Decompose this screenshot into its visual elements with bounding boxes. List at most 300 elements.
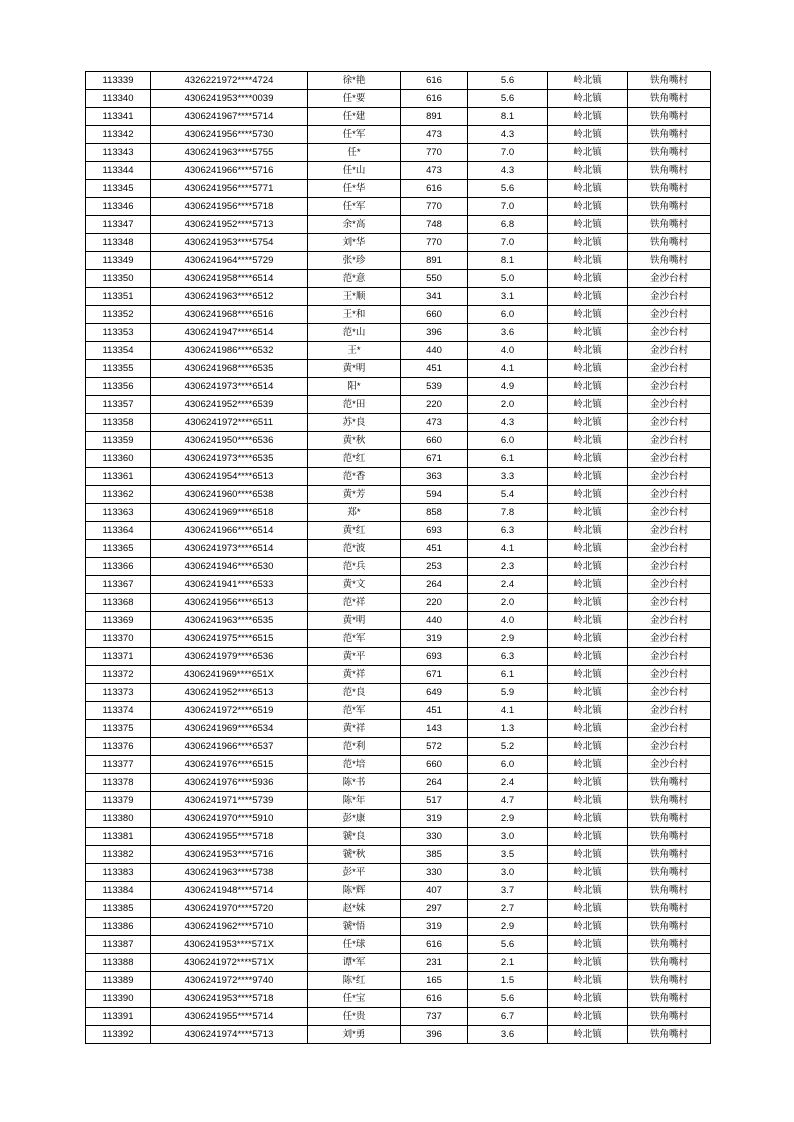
cell-town: 岭北镇 xyxy=(548,270,628,288)
cell-index: 113353 xyxy=(86,324,151,342)
cell-town: 岭北镇 xyxy=(548,594,628,612)
cell-rate: 2.9 xyxy=(468,810,548,828)
cell-id_number: 4306241950****6536 xyxy=(151,432,308,450)
cell-index: 113355 xyxy=(86,360,151,378)
cell-index: 113366 xyxy=(86,558,151,576)
cell-town: 岭北镇 xyxy=(548,792,628,810)
cell-amount: 451 xyxy=(401,360,468,378)
cell-rate: 3.0 xyxy=(468,828,548,846)
cell-index: 113373 xyxy=(86,684,151,702)
cell-id_number: 4306241972****9740 xyxy=(151,972,308,990)
cell-amount: 440 xyxy=(401,612,468,630)
cell-id_number: 4306241975****6515 xyxy=(151,630,308,648)
cell-name: 任*球 xyxy=(308,936,401,954)
cell-rate: 7.8 xyxy=(468,504,548,522)
cell-id_number: 4306241976****6515 xyxy=(151,756,308,774)
cell-name: 虢*良 xyxy=(308,828,401,846)
cell-index: 113372 xyxy=(86,666,151,684)
cell-index: 113354 xyxy=(86,342,151,360)
cell-name: 任*要 xyxy=(308,90,401,108)
cell-name: 范*培 xyxy=(308,756,401,774)
cell-town: 岭北镇 xyxy=(548,180,628,198)
table-row xyxy=(86,234,711,252)
cell-name: 虢*悟 xyxy=(308,918,401,936)
cell-amount: 693 xyxy=(401,522,468,540)
cell-index: 113388 xyxy=(86,954,151,972)
cell-index: 113392 xyxy=(86,1026,151,1044)
cell-town: 岭北镇 xyxy=(548,612,628,630)
cell-index: 113378 xyxy=(86,774,151,792)
cell-index: 113377 xyxy=(86,756,151,774)
cell-index: 113368 xyxy=(86,594,151,612)
cell-id_number: 4306241948****5714 xyxy=(151,882,308,900)
cell-village: 铁角嘴村 xyxy=(628,936,711,954)
cell-id_number: 4306241969****6534 xyxy=(151,720,308,738)
cell-town: 岭北镇 xyxy=(548,738,628,756)
cell-rate: 3.0 xyxy=(468,864,548,882)
table-row xyxy=(86,972,711,990)
cell-id_number: 4306241971****5739 xyxy=(151,792,308,810)
cell-id_number: 4306241968****6516 xyxy=(151,306,308,324)
cell-amount: 891 xyxy=(401,108,468,126)
cell-name: 范*祥 xyxy=(308,594,401,612)
cell-amount: 319 xyxy=(401,810,468,828)
cell-name: 范*良 xyxy=(308,684,401,702)
cell-rate: 4.1 xyxy=(468,702,548,720)
table-row xyxy=(86,486,711,504)
cell-rate: 2.7 xyxy=(468,900,548,918)
cell-town: 岭北镇 xyxy=(548,810,628,828)
cell-id_number: 4306241952****5713 xyxy=(151,216,308,234)
cell-village: 金沙台村 xyxy=(628,378,711,396)
cell-town: 岭北镇 xyxy=(548,486,628,504)
cell-amount: 550 xyxy=(401,270,468,288)
cell-id_number: 4326221972****4724 xyxy=(151,72,308,90)
table-row xyxy=(86,522,711,540)
cell-id_number: 4306241954****6513 xyxy=(151,468,308,486)
cell-town: 岭北镇 xyxy=(548,576,628,594)
cell-name: 任* xyxy=(308,144,401,162)
cell-village: 金沙台村 xyxy=(628,612,711,630)
cell-id_number: 4306241966****6537 xyxy=(151,738,308,756)
table-row xyxy=(86,90,711,108)
cell-id_number: 4306241967****5714 xyxy=(151,108,308,126)
cell-index: 113340 xyxy=(86,90,151,108)
cell-rate: 7.0 xyxy=(468,144,548,162)
cell-name: 赵*妹 xyxy=(308,900,401,918)
cell-index: 113361 xyxy=(86,468,151,486)
cell-village: 铁角嘴村 xyxy=(628,792,711,810)
cell-index: 113384 xyxy=(86,882,151,900)
cell-index: 113370 xyxy=(86,630,151,648)
cell-town: 岭北镇 xyxy=(548,162,628,180)
cell-village: 铁角嘴村 xyxy=(628,252,711,270)
cell-amount: 396 xyxy=(401,324,468,342)
cell-index: 113376 xyxy=(86,738,151,756)
cell-village: 铁角嘴村 xyxy=(628,990,711,1008)
cell-amount: 660 xyxy=(401,306,468,324)
cell-id_number: 4306241960****6538 xyxy=(151,486,308,504)
cell-id_number: 4306241955****5714 xyxy=(151,1008,308,1026)
cell-town: 岭北镇 xyxy=(548,342,628,360)
cell-id_number: 4306241952****6539 xyxy=(151,396,308,414)
table-row xyxy=(86,990,711,1008)
cell-amount: 770 xyxy=(401,234,468,252)
table-row xyxy=(86,126,711,144)
table-row xyxy=(86,360,711,378)
cell-amount: 220 xyxy=(401,594,468,612)
cell-index: 113346 xyxy=(86,198,151,216)
cell-id_number: 4306241973****6514 xyxy=(151,378,308,396)
cell-town: 岭北镇 xyxy=(548,414,628,432)
cell-id_number: 4306241956****6513 xyxy=(151,594,308,612)
cell-name: 虢*秋 xyxy=(308,846,401,864)
cell-id_number: 4306241973****6535 xyxy=(151,450,308,468)
table-row xyxy=(86,468,711,486)
cell-town: 岭北镇 xyxy=(548,882,628,900)
cell-amount: 616 xyxy=(401,90,468,108)
cell-id_number: 4306241953****5718 xyxy=(151,990,308,1008)
cell-rate: 5.4 xyxy=(468,486,548,504)
cell-id_number: 4306241956****5771 xyxy=(151,180,308,198)
cell-name: 范*山 xyxy=(308,324,401,342)
cell-amount: 616 xyxy=(401,180,468,198)
cell-amount: 407 xyxy=(401,882,468,900)
table-row xyxy=(86,882,711,900)
cell-index: 113367 xyxy=(86,576,151,594)
cell-village: 金沙台村 xyxy=(628,432,711,450)
cell-id_number: 4306241962****5710 xyxy=(151,918,308,936)
cell-name: 陈*书 xyxy=(308,774,401,792)
cell-index: 113352 xyxy=(86,306,151,324)
cell-rate: 6.1 xyxy=(468,666,548,684)
cell-index: 113381 xyxy=(86,828,151,846)
cell-rate: 2.9 xyxy=(468,918,548,936)
table-row xyxy=(86,540,711,558)
cell-name: 任*建 xyxy=(308,108,401,126)
cell-town: 岭北镇 xyxy=(548,846,628,864)
cell-rate: 5.6 xyxy=(468,180,548,198)
cell-town: 岭北镇 xyxy=(548,324,628,342)
cell-id_number: 4306241964****5729 xyxy=(151,252,308,270)
cell-amount: 891 xyxy=(401,252,468,270)
cell-name: 王*和 xyxy=(308,306,401,324)
cell-amount: 297 xyxy=(401,900,468,918)
cell-name: 范*利 xyxy=(308,738,401,756)
cell-index: 113339 xyxy=(86,72,151,90)
cell-id_number: 4306241972****6511 xyxy=(151,414,308,432)
cell-id_number: 4306241973****6514 xyxy=(151,540,308,558)
cell-amount: 341 xyxy=(401,288,468,306)
cell-rate: 4.9 xyxy=(468,378,548,396)
cell-town: 岭北镇 xyxy=(548,396,628,414)
cell-name: 任*贵 xyxy=(308,1008,401,1026)
cell-town: 岭北镇 xyxy=(548,108,628,126)
table-row xyxy=(86,738,711,756)
cell-village: 金沙台村 xyxy=(628,522,711,540)
table-row xyxy=(86,648,711,666)
cell-amount: 319 xyxy=(401,630,468,648)
cell-amount: 737 xyxy=(401,1008,468,1026)
cell-amount: 858 xyxy=(401,504,468,522)
cell-village: 金沙台村 xyxy=(628,324,711,342)
cell-village: 金沙台村 xyxy=(628,468,711,486)
cell-village: 铁角嘴村 xyxy=(628,846,711,864)
table-row xyxy=(86,216,711,234)
table-row xyxy=(86,846,711,864)
cell-index: 113343 xyxy=(86,144,151,162)
cell-rate: 2.0 xyxy=(468,396,548,414)
cell-rate: 5.6 xyxy=(468,990,548,1008)
cell-amount: 473 xyxy=(401,126,468,144)
cell-id_number: 4306241974****5713 xyxy=(151,1026,308,1044)
cell-index: 113360 xyxy=(86,450,151,468)
cell-town: 岭北镇 xyxy=(548,72,628,90)
cell-rate: 2.9 xyxy=(468,630,548,648)
cell-id_number: 4306241972****6519 xyxy=(151,702,308,720)
cell-name: 徐*艳 xyxy=(308,72,401,90)
cell-id_number: 4306241953****0039 xyxy=(151,90,308,108)
cell-amount: 165 xyxy=(401,972,468,990)
cell-id_number: 4306241963****5755 xyxy=(151,144,308,162)
table-row xyxy=(86,774,711,792)
cell-name: 余*高 xyxy=(308,216,401,234)
cell-name: 彭*平 xyxy=(308,864,401,882)
cell-rate: 3.3 xyxy=(468,468,548,486)
cell-index: 113358 xyxy=(86,414,151,432)
cell-amount: 748 xyxy=(401,216,468,234)
cell-town: 岭北镇 xyxy=(548,954,628,972)
cell-amount: 264 xyxy=(401,774,468,792)
table-row xyxy=(86,180,711,198)
cell-village: 金沙台村 xyxy=(628,504,711,522)
cell-village: 金沙台村 xyxy=(628,288,711,306)
table-row xyxy=(86,720,711,738)
cell-id_number: 4306241969****6518 xyxy=(151,504,308,522)
cell-town: 岭北镇 xyxy=(548,504,628,522)
cell-id_number: 4306241970****5910 xyxy=(151,810,308,828)
cell-name: 刘*华 xyxy=(308,234,401,252)
cell-village: 铁角嘴村 xyxy=(628,90,711,108)
cell-town: 岭北镇 xyxy=(548,936,628,954)
table-row xyxy=(86,432,711,450)
table-row xyxy=(86,450,711,468)
cell-index: 113380 xyxy=(86,810,151,828)
cell-town: 岭北镇 xyxy=(548,252,628,270)
cell-index: 113351 xyxy=(86,288,151,306)
cell-town: 岭北镇 xyxy=(548,972,628,990)
cell-rate: 8.1 xyxy=(468,108,548,126)
cell-index: 113386 xyxy=(86,918,151,936)
cell-name: 刘*勇 xyxy=(308,1026,401,1044)
cell-village: 金沙台村 xyxy=(628,720,711,738)
cell-index: 113349 xyxy=(86,252,151,270)
table-row xyxy=(86,954,711,972)
cell-index: 113382 xyxy=(86,846,151,864)
cell-village: 铁角嘴村 xyxy=(628,198,711,216)
cell-village: 金沙台村 xyxy=(628,270,711,288)
cell-village: 铁角嘴村 xyxy=(628,882,711,900)
cell-rate: 5.6 xyxy=(468,72,548,90)
cell-rate: 5.6 xyxy=(468,90,548,108)
cell-name: 张*珍 xyxy=(308,252,401,270)
cell-amount: 253 xyxy=(401,558,468,576)
cell-rate: 8.1 xyxy=(468,252,548,270)
cell-index: 113359 xyxy=(86,432,151,450)
cell-town: 岭北镇 xyxy=(548,900,628,918)
cell-rate: 6.1 xyxy=(468,450,548,468)
table-row xyxy=(86,792,711,810)
cell-town: 岭北镇 xyxy=(548,828,628,846)
table-row xyxy=(86,198,711,216)
cell-id_number: 4306241963****6512 xyxy=(151,288,308,306)
cell-amount: 451 xyxy=(401,540,468,558)
cell-village: 铁角嘴村 xyxy=(628,1026,711,1044)
cell-id_number: 4306241953****5716 xyxy=(151,846,308,864)
cell-village: 铁角嘴村 xyxy=(628,954,711,972)
cell-town: 岭北镇 xyxy=(548,1008,628,1026)
cell-id_number: 4306241966****6514 xyxy=(151,522,308,540)
cell-name: 黄*明 xyxy=(308,612,401,630)
cell-town: 岭北镇 xyxy=(548,90,628,108)
cell-village: 铁角嘴村 xyxy=(628,810,711,828)
cell-index: 113383 xyxy=(86,864,151,882)
cell-amount: 616 xyxy=(401,72,468,90)
cell-rate: 7.0 xyxy=(468,234,548,252)
cell-rate: 6.0 xyxy=(468,756,548,774)
cell-village: 铁角嘴村 xyxy=(628,162,711,180)
table-row xyxy=(86,936,711,954)
table-row xyxy=(86,1008,711,1026)
cell-rate: 6.0 xyxy=(468,432,548,450)
cell-name: 彭*康 xyxy=(308,810,401,828)
table-row xyxy=(86,414,711,432)
cell-rate: 5.9 xyxy=(468,684,548,702)
cell-name: 陈*辉 xyxy=(308,882,401,900)
cell-village: 金沙台村 xyxy=(628,396,711,414)
cell-village: 金沙台村 xyxy=(628,540,711,558)
cell-name: 黄*秋 xyxy=(308,432,401,450)
cell-index: 113356 xyxy=(86,378,151,396)
cell-town: 岭北镇 xyxy=(548,450,628,468)
cell-town: 岭北镇 xyxy=(548,702,628,720)
cell-town: 岭北镇 xyxy=(548,684,628,702)
cell-id_number: 4306241956****5718 xyxy=(151,198,308,216)
cell-town: 岭北镇 xyxy=(548,720,628,738)
table-row xyxy=(86,684,711,702)
cell-village: 铁角嘴村 xyxy=(628,828,711,846)
cell-town: 岭北镇 xyxy=(548,630,628,648)
cell-rate: 1.5 xyxy=(468,972,548,990)
cell-index: 113387 xyxy=(86,936,151,954)
cell-rate: 3.6 xyxy=(468,1026,548,1044)
cell-id_number: 4306241953****5754 xyxy=(151,234,308,252)
cell-village: 金沙台村 xyxy=(628,630,711,648)
table-row xyxy=(86,162,711,180)
cell-amount: 231 xyxy=(401,954,468,972)
cell-name: 范*田 xyxy=(308,396,401,414)
cell-name: 任*军 xyxy=(308,198,401,216)
cell-id_number: 4306241947****6514 xyxy=(151,324,308,342)
cell-village: 金沙台村 xyxy=(628,558,711,576)
cell-amount: 319 xyxy=(401,918,468,936)
cell-rate: 6.7 xyxy=(468,1008,548,1026)
cell-amount: 770 xyxy=(401,144,468,162)
cell-amount: 660 xyxy=(401,432,468,450)
cell-name: 范*军 xyxy=(308,630,401,648)
cell-name: 任*军 xyxy=(308,126,401,144)
cell-rate: 4.1 xyxy=(468,540,548,558)
cell-village: 铁角嘴村 xyxy=(628,72,711,90)
cell-id_number: 4306241955****5718 xyxy=(151,828,308,846)
table-row xyxy=(86,828,711,846)
cell-rate: 2.1 xyxy=(468,954,548,972)
cell-amount: 671 xyxy=(401,450,468,468)
cell-town: 岭北镇 xyxy=(548,540,628,558)
cell-name: 陈*年 xyxy=(308,792,401,810)
cell-index: 113350 xyxy=(86,270,151,288)
cell-amount: 770 xyxy=(401,198,468,216)
table-row xyxy=(86,864,711,882)
table-row xyxy=(86,270,711,288)
cell-village: 金沙台村 xyxy=(628,756,711,774)
cell-rate: 4.3 xyxy=(468,414,548,432)
cell-village: 金沙台村 xyxy=(628,360,711,378)
cell-amount: 671 xyxy=(401,666,468,684)
table-row xyxy=(86,666,711,684)
table-row xyxy=(86,918,711,936)
cell-id_number: 4306241970****5720 xyxy=(151,900,308,918)
cell-village: 铁角嘴村 xyxy=(628,144,711,162)
cell-index: 113374 xyxy=(86,702,151,720)
cell-id_number: 4306241969****651X xyxy=(151,666,308,684)
cell-name: 郑* xyxy=(308,504,401,522)
cell-rate: 5.2 xyxy=(468,738,548,756)
cell-town: 岭北镇 xyxy=(548,144,628,162)
cell-id_number: 4306241952****6513 xyxy=(151,684,308,702)
cell-rate: 3.6 xyxy=(468,324,548,342)
cell-rate: 3.1 xyxy=(468,288,548,306)
cell-name: 黄*明 xyxy=(308,360,401,378)
cell-town: 岭北镇 xyxy=(548,306,628,324)
cell-town: 岭北镇 xyxy=(548,774,628,792)
cell-rate: 5.6 xyxy=(468,936,548,954)
table-row xyxy=(86,810,711,828)
cell-amount: 363 xyxy=(401,468,468,486)
cell-village: 金沙台村 xyxy=(628,666,711,684)
cell-index: 113369 xyxy=(86,612,151,630)
cell-village: 金沙台村 xyxy=(628,594,711,612)
cell-village: 金沙台村 xyxy=(628,414,711,432)
cell-index: 113348 xyxy=(86,234,151,252)
cell-town: 岭北镇 xyxy=(548,216,628,234)
cell-village: 铁角嘴村 xyxy=(628,216,711,234)
cell-index: 113341 xyxy=(86,108,151,126)
cell-index: 113371 xyxy=(86,648,151,666)
cell-amount: 143 xyxy=(401,720,468,738)
cell-name: 任*华 xyxy=(308,180,401,198)
cell-index: 113363 xyxy=(86,504,151,522)
table-row xyxy=(86,558,711,576)
cell-rate: 2.4 xyxy=(468,576,548,594)
cell-name: 陈*红 xyxy=(308,972,401,990)
cell-index: 113385 xyxy=(86,900,151,918)
cell-village: 铁角嘴村 xyxy=(628,108,711,126)
cell-index: 113364 xyxy=(86,522,151,540)
cell-amount: 594 xyxy=(401,486,468,504)
cell-name: 范*波 xyxy=(308,540,401,558)
cell-amount: 220 xyxy=(401,396,468,414)
